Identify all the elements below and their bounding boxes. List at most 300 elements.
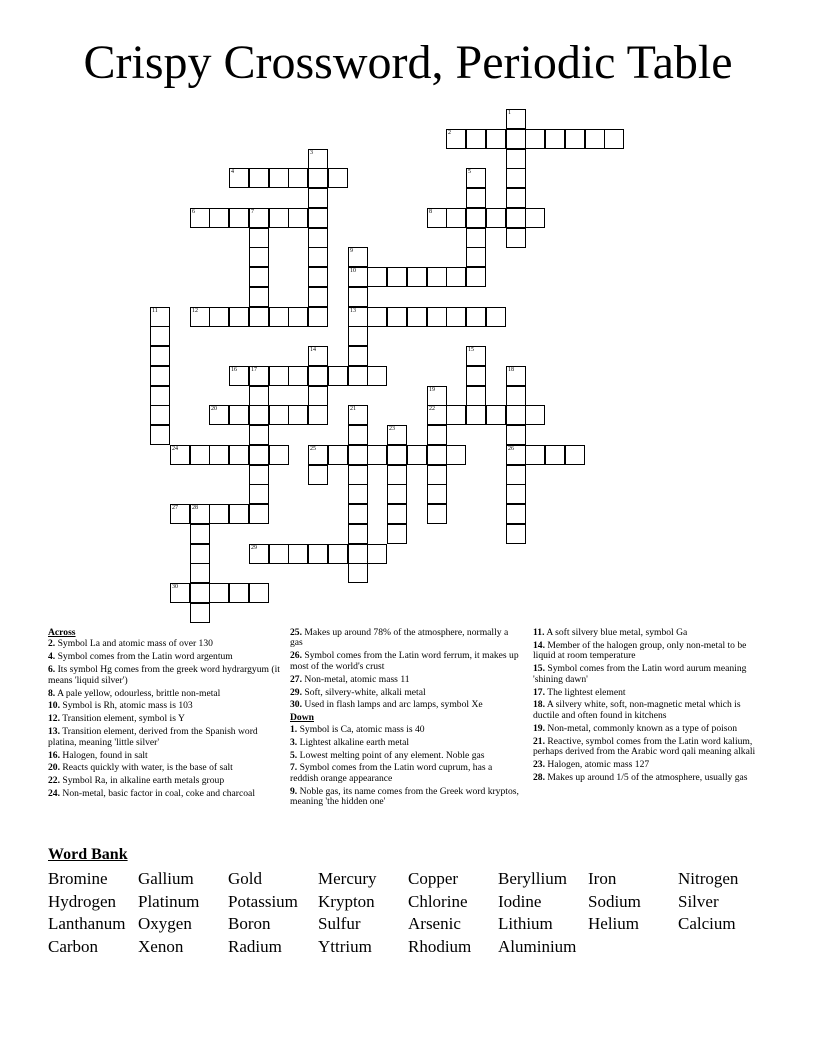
crossword-cell[interactable] — [209, 583, 229, 603]
clue-number: 4 — [231, 169, 234, 175]
crossword-cell[interactable] — [387, 267, 407, 287]
clue-number-label: 1. — [290, 723, 298, 735]
crossword-cell[interactable] — [190, 445, 210, 465]
crossword-cell[interactable] — [269, 445, 289, 465]
clue-number: 23 — [389, 426, 395, 432]
word-bank-word: Lithium — [498, 914, 553, 933]
clue-text: Its symbol Hg comes from the greek word hydrargyum (it means 'liquid silver') — [48, 664, 280, 686]
clue-number: 29 — [251, 545, 257, 551]
crossword-cell[interactable] — [486, 208, 506, 228]
crossword-cell[interactable] — [249, 366, 269, 386]
clue-number-label: 24. — [48, 788, 60, 800]
crossword-cell[interactable] — [209, 307, 229, 327]
crossword-cell[interactable] — [387, 425, 407, 445]
crossword-cell[interactable] — [308, 544, 328, 564]
crossword-cell[interactable] — [190, 563, 210, 583]
crossword-cell[interactable] — [348, 504, 368, 524]
clue-number-label: 2. — [48, 638, 56, 650]
crossword-cell[interactable] — [506, 425, 526, 445]
crossword-cell[interactable] — [348, 544, 368, 564]
crossword-cell[interactable] — [150, 346, 170, 366]
clue-number-label: 6. — [48, 664, 56, 676]
crossword-cell[interactable] — [328, 168, 348, 188]
crossword-cell[interactable] — [367, 267, 387, 287]
crossword-cell[interactable] — [506, 484, 526, 504]
word-bank-word: Silver — [678, 891, 719, 911]
clue-text: Member of the halogen group, only non-metal to be liquid at room temperature — [533, 639, 747, 662]
crossword-cell[interactable] — [506, 228, 526, 248]
clue-number-label: 12. — [48, 713, 60, 725]
crossword-cell[interactable] — [427, 386, 447, 406]
crossword-cell[interactable] — [427, 267, 447, 287]
crossword-cell[interactable] — [466, 247, 486, 267]
clue-item — [290, 700, 522, 710]
crossword-cell[interactable] — [249, 228, 269, 248]
crossword-cell[interactable] — [249, 504, 269, 524]
clue-number: 20 — [211, 406, 217, 412]
clue-item — [533, 737, 765, 758]
crossword-cell[interactable] — [348, 425, 368, 445]
crossword-cell[interactable] — [249, 208, 269, 228]
word-bank-word: Aluminium — [498, 936, 577, 956]
crossword-cell[interactable] — [427, 405, 447, 425]
clue-number-label: 14. — [533, 639, 545, 651]
word-bank-word: Chlorine — [408, 891, 468, 911]
word-bank-word: Copper — [408, 869, 459, 888]
crossword-cell[interactable] — [407, 307, 427, 327]
crossword-cell[interactable] — [249, 247, 269, 267]
clue-text: Symbol comes from the Latin word aurum meaning 'shining dawn' — [533, 663, 747, 685]
clue-number: 6 — [192, 209, 195, 215]
crossword-cell[interactable] — [387, 484, 407, 504]
clue-item — [533, 688, 765, 698]
clue-item — [48, 751, 280, 761]
crossword-cell[interactable] — [269, 168, 289, 188]
clue-text: Soft, silvery-white, alkali metal — [302, 686, 426, 698]
clue-number: 10 — [350, 268, 356, 274]
crossword-cell[interactable] — [506, 504, 526, 524]
crossword-cell[interactable] — [308, 346, 328, 366]
crossword-cell[interactable] — [190, 524, 210, 544]
crossword-cell[interactable] — [229, 583, 249, 603]
crossword-cell[interactable] — [229, 504, 249, 524]
crossword-cell[interactable] — [328, 445, 348, 465]
clue-text: Symbol comes from the Latin word cuprum, has a reddish orange appearance — [290, 762, 493, 784]
crossword-cell[interactable] — [466, 168, 486, 188]
clue-number: 3 — [310, 150, 313, 156]
word-bank-word: Bromine — [48, 869, 108, 888]
word-bank-word: Sodium — [588, 891, 641, 911]
crossword-cell[interactable] — [249, 386, 269, 406]
clue-number: 11 — [152, 308, 158, 314]
crossword-cell[interactable] — [170, 583, 190, 603]
crossword-cell[interactable] — [249, 168, 269, 188]
crossword-cell[interactable] — [190, 544, 210, 564]
clue-text: Transition element, symbol is Y — [60, 713, 185, 725]
crossword-cell[interactable] — [348, 484, 368, 504]
clue-text: Used in flash lamps and arc lamps, symbol Xe — [302, 699, 483, 711]
crossword-cell[interactable] — [466, 228, 486, 248]
crossword-cell[interactable] — [249, 465, 269, 485]
crossword-cell[interactable] — [506, 109, 526, 129]
clue-number: 8 — [429, 209, 432, 215]
crossword-cell[interactable] — [308, 208, 328, 228]
crossword-cell[interactable] — [229, 445, 249, 465]
crossword-cell[interactable] — [308, 405, 328, 425]
clue-number-label: 16. — [48, 749, 60, 761]
clue-text: Symbol comes from the Latin word ferrum, it makes up most of the world's crust — [290, 650, 519, 672]
crossword-cell[interactable] — [308, 307, 328, 327]
crossword-cell[interactable] — [308, 228, 328, 248]
clue-item — [48, 665, 280, 686]
clue-number: 12 — [192, 308, 198, 314]
clue-number-label: 13. — [48, 726, 60, 738]
clue-text: Transition element, derived from the Spanish word platina, meaning 'little silver' — [48, 726, 258, 748]
clue-text: Noble gas, its name comes from the Greek word kryptos, meaning 'the hidden one' — [290, 785, 519, 808]
crossword-cell[interactable] — [545, 445, 565, 465]
crossword-cell[interactable] — [190, 583, 210, 603]
crossword-cell[interactable] — [249, 583, 269, 603]
crossword-cell[interactable] — [269, 208, 289, 228]
clue-number: 28 — [192, 505, 198, 511]
crossword-cell[interactable] — [150, 425, 170, 445]
crossword-cell[interactable] — [190, 208, 210, 228]
crossword-cell[interactable] — [249, 307, 269, 327]
crossword-cell[interactable] — [229, 208, 249, 228]
crossword-cell[interactable] — [565, 445, 585, 465]
clue-number: 18 — [508, 367, 514, 373]
crossword-cell[interactable] — [150, 326, 170, 346]
crossword-cell[interactable] — [387, 307, 407, 327]
clue-number-label: 19. — [533, 722, 545, 734]
clue-number-label: 29. — [290, 686, 302, 698]
crossword-cell[interactable] — [348, 563, 368, 583]
word-bank-word: Lanthanum — [48, 914, 126, 933]
word-bank-word: Hydrogen — [48, 891, 116, 911]
clues-section — [0, 628, 816, 838]
crossword-cell[interactable] — [150, 366, 170, 386]
crossword-cell[interactable] — [466, 366, 486, 386]
crossword-cell[interactable] — [427, 425, 447, 445]
clue-text: Non-metal, atomic mass 11 — [302, 673, 410, 685]
crossword-cell[interactable] — [387, 465, 407, 485]
crossword-cell[interactable] — [466, 129, 486, 149]
crossword-cell[interactable] — [486, 307, 506, 327]
crossword-cell[interactable] — [466, 386, 486, 406]
crossword-cell[interactable] — [308, 188, 328, 208]
crossword-cell[interactable] — [427, 445, 447, 465]
clue-text: Symbol comes from the Latin word argentum — [55, 651, 233, 663]
crossword-cell[interactable] — [525, 208, 545, 228]
crossword-cell[interactable] — [209, 208, 229, 228]
clue-text: A silvery white, soft, non-magnetic metal which is ductile and often found in kitchens — [533, 699, 741, 721]
crossword-cell[interactable] — [427, 465, 447, 485]
crossword-cell[interactable] — [288, 168, 308, 188]
crossword-cell[interactable] — [190, 504, 210, 524]
clue-number-label: 22. — [48, 775, 60, 787]
crossword-cell[interactable] — [249, 267, 269, 287]
crossword-cell[interactable] — [328, 366, 348, 386]
clue-number: 14 — [310, 347, 316, 353]
clue-item — [533, 760, 765, 770]
crossword-cell[interactable] — [288, 405, 308, 425]
clue-number: 13 — [350, 308, 356, 314]
clue-number: 7 — [251, 209, 254, 215]
crossword-cell[interactable] — [269, 307, 289, 327]
crossword-cell[interactable] — [506, 168, 526, 188]
crossword-cell[interactable] — [585, 129, 605, 149]
word-bank-word: Potassium — [228, 891, 298, 911]
crossword-cell[interactable] — [387, 504, 407, 524]
crossword-cell[interactable] — [249, 544, 269, 564]
crossword-cell[interactable] — [249, 445, 269, 465]
crossword-cell[interactable] — [466, 346, 486, 366]
clue-text: The lightest element — [545, 686, 626, 698]
crossword-cell[interactable] — [229, 168, 249, 188]
clue-number: 26 — [508, 446, 514, 452]
crossword-cell[interactable] — [348, 307, 368, 327]
clue-text: Makes up around 78% of the atmosphere, normally a gas — [290, 627, 509, 649]
clue-item — [290, 751, 522, 761]
crossword-cell[interactable] — [348, 524, 368, 544]
crossword-cell[interactable] — [506, 149, 526, 169]
crossword-cell[interactable] — [249, 405, 269, 425]
crossword-cell[interactable] — [209, 405, 229, 425]
crossword-cell[interactable] — [288, 208, 308, 228]
crossword-cell[interactable] — [506, 386, 526, 406]
clue-item — [290, 651, 522, 672]
crossword-cell[interactable] — [387, 445, 407, 465]
clue-number-label: 23. — [533, 758, 545, 770]
crossword-cell[interactable] — [367, 544, 387, 564]
clue-number-label: 15. — [533, 663, 545, 675]
clue-number: 5 — [468, 169, 471, 175]
clue-text: Non-metal, basic factor in coal, coke and charcoal — [60, 788, 255, 800]
word-bank-word: Nitrogen — [678, 869, 739, 888]
crossword-cell[interactable] — [308, 267, 328, 287]
crossword-cell[interactable] — [308, 247, 328, 267]
clue-text: Symbol is Rh, atomic mass is 103 — [60, 700, 193, 712]
crossword-cell[interactable] — [269, 544, 289, 564]
clue-number-label: 11. — [533, 627, 545, 638]
clue-item — [533, 700, 765, 721]
crossword-cell[interactable] — [269, 405, 289, 425]
word-bank-word: Calcium — [678, 914, 736, 933]
clue-text: Reacts quickly with water, is the base of salt — [60, 762, 233, 774]
clue-number-label: 28. — [533, 771, 545, 783]
crossword-cell[interactable] — [150, 405, 170, 425]
across-header: Across — [48, 627, 76, 638]
crossword-cell[interactable] — [565, 129, 585, 149]
crossword-cell[interactable] — [190, 307, 210, 327]
crossword-cell[interactable] — [407, 267, 427, 287]
crossword-cell[interactable] — [170, 504, 190, 524]
clue-number: 17 — [251, 367, 257, 373]
crossword-cell[interactable] — [446, 405, 466, 425]
crossword-cell[interactable] — [486, 405, 506, 425]
crossword-cell[interactable] — [249, 484, 269, 504]
word-bank-word: Gallium — [138, 869, 194, 888]
crossword-cell[interactable] — [525, 445, 545, 465]
clue-item — [290, 628, 522, 649]
crossword-cell[interactable] — [308, 287, 328, 307]
clue-item — [533, 724, 765, 734]
crossword-cell[interactable] — [348, 465, 368, 485]
crossword-cell[interactable] — [506, 445, 526, 465]
clue-number-label: 17. — [533, 686, 545, 698]
crossword-cell[interactable] — [209, 504, 229, 524]
crossword-cell[interactable] — [466, 188, 486, 208]
across-clue-list — [48, 639, 280, 799]
clue-column-3 — [533, 628, 765, 786]
crossword-cell[interactable] — [308, 465, 328, 485]
crossword-cell[interactable] — [367, 366, 387, 386]
crossword-cell[interactable] — [545, 129, 565, 149]
crossword-cell[interactable] — [466, 405, 486, 425]
crossword-cell[interactable] — [604, 129, 624, 149]
crossword-cell[interactable] — [427, 484, 447, 504]
crossword-cell[interactable] — [506, 405, 526, 425]
crossword-cell[interactable] — [446, 208, 466, 228]
crossword-cell[interactable] — [288, 544, 308, 564]
word-bank-word: Radium — [228, 936, 282, 956]
crossword-cell[interactable] — [190, 603, 210, 623]
puzzle-title: Crispy Crossword, Periodic Table — [83, 36, 733, 89]
crossword-cell[interactable] — [308, 168, 328, 188]
clue-item — [290, 763, 522, 784]
crossword-cell[interactable] — [150, 386, 170, 406]
clue-number: 24 — [172, 446, 178, 452]
crossword-cell[interactable] — [348, 445, 368, 465]
crossword-cell[interactable] — [525, 405, 545, 425]
clue-text: Symbol is Ca, atomic mass is 40 — [297, 723, 425, 735]
crossword-cell[interactable] — [367, 307, 387, 327]
across-clue-list-continued — [290, 628, 522, 711]
crossword-cell[interactable] — [446, 445, 466, 465]
crossword-cell[interactable] — [525, 129, 545, 149]
crossword-cell[interactable] — [427, 307, 447, 327]
clue-item — [533, 628, 765, 638]
crossword-cell[interactable] — [308, 445, 328, 465]
crossword-cell[interactable] — [249, 287, 269, 307]
clue-number-label: 25. — [290, 627, 302, 638]
crossword-cell[interactable] — [506, 465, 526, 485]
word-bank-word: Sulfur — [318, 914, 361, 933]
clue-text: Halogen, atomic mass 127 — [545, 758, 650, 770]
crossword-cell[interactable] — [427, 504, 447, 524]
clue-item — [290, 675, 522, 685]
crossword-cell[interactable] — [407, 445, 427, 465]
crossword-cell[interactable] — [427, 208, 447, 228]
crossword-cell[interactable] — [308, 366, 328, 386]
clue-item — [533, 664, 765, 685]
crossword-cell[interactable] — [308, 149, 328, 169]
clue-item — [48, 701, 280, 711]
clue-text: Halogen, found in salt — [60, 749, 148, 761]
clue-number-label: 21. — [533, 735, 545, 747]
clue-item — [48, 776, 280, 786]
crossword-cell[interactable] — [229, 366, 249, 386]
crossword-cell[interactable] — [348, 247, 368, 267]
crossword-cell[interactable] — [229, 307, 249, 327]
crossword-cell[interactable] — [150, 307, 170, 327]
clue-item — [533, 641, 765, 662]
crossword-cell[interactable] — [486, 129, 506, 149]
crossword-cell[interactable] — [446, 307, 466, 327]
crossword-cell[interactable] — [288, 366, 308, 386]
clue-number-label: 8. — [48, 687, 56, 699]
clue-number-label: 9. — [290, 785, 298, 797]
clue-text: Lowest melting point of any element. Noble gas — [297, 749, 485, 761]
crossword-cell[interactable] — [348, 405, 368, 425]
crossword-cell[interactable] — [229, 405, 249, 425]
crossword-cell[interactable] — [506, 208, 526, 228]
clue-item — [290, 787, 522, 808]
crossword-cell[interactable] — [506, 188, 526, 208]
word-bank-word: Beryllium — [498, 869, 567, 888]
clue-number-label: 30. — [290, 699, 302, 711]
crossword-cell[interactable] — [387, 524, 407, 544]
clue-item — [48, 689, 280, 699]
crossword-cell[interactable] — [348, 346, 368, 366]
clue-number-label: 18. — [533, 699, 545, 711]
clue-number: 16 — [231, 367, 237, 373]
down-header: Down — [290, 712, 314, 724]
clue-text: Symbol La and atomic mass of over 130 — [55, 638, 213, 650]
crossword-cell[interactable] — [308, 386, 328, 406]
down-clue-list-continued — [533, 628, 765, 783]
word-bank-word: Gold — [228, 869, 262, 888]
clue-number: 19 — [429, 387, 435, 393]
clue-number: 1 — [508, 110, 511, 116]
clue-number: 15 — [468, 347, 474, 353]
crossword-cell[interactable] — [348, 287, 368, 307]
crossword-cell[interactable] — [367, 445, 387, 465]
clue-text: A soft silvery blue metal, symbol Ga — [544, 627, 688, 638]
crossword-cell[interactable] — [506, 366, 526, 386]
word-bank-word: Mercury — [318, 869, 377, 888]
crossword-cell[interactable] — [348, 326, 368, 346]
crossword-cell[interactable] — [170, 445, 190, 465]
crossword-cell[interactable] — [348, 366, 368, 386]
clue-column-1 — [48, 628, 280, 802]
crossword-cell[interactable] — [209, 445, 229, 465]
word-bank-word: Yttrium — [318, 936, 372, 956]
crossword-cell[interactable] — [506, 129, 526, 149]
crossword-cell[interactable] — [446, 267, 466, 287]
crossword-cell[interactable] — [466, 307, 486, 327]
clue-item — [48, 763, 280, 773]
clue-number-label: 10. — [48, 700, 60, 712]
crossword-cell[interactable] — [446, 129, 466, 149]
crossword-cell[interactable] — [328, 544, 348, 564]
clue-number: 9 — [350, 248, 353, 254]
crossword-cell[interactable] — [466, 208, 486, 228]
clue-number-label: 20. — [48, 762, 60, 774]
crossword-cell[interactable] — [288, 307, 308, 327]
crossword-cell[interactable] — [466, 267, 486, 287]
crossword-cell[interactable] — [506, 524, 526, 544]
word-bank-word: Carbon — [48, 936, 99, 956]
clue-item — [48, 652, 280, 662]
clue-number: 22 — [429, 406, 435, 412]
clue-number: 30 — [172, 584, 178, 590]
crossword-cell[interactable] — [348, 267, 368, 287]
crossword-cell[interactable] — [249, 425, 269, 445]
clue-item — [290, 688, 522, 698]
word-bank-word: Iodine — [498, 891, 542, 911]
crossword-cell[interactable] — [269, 366, 289, 386]
